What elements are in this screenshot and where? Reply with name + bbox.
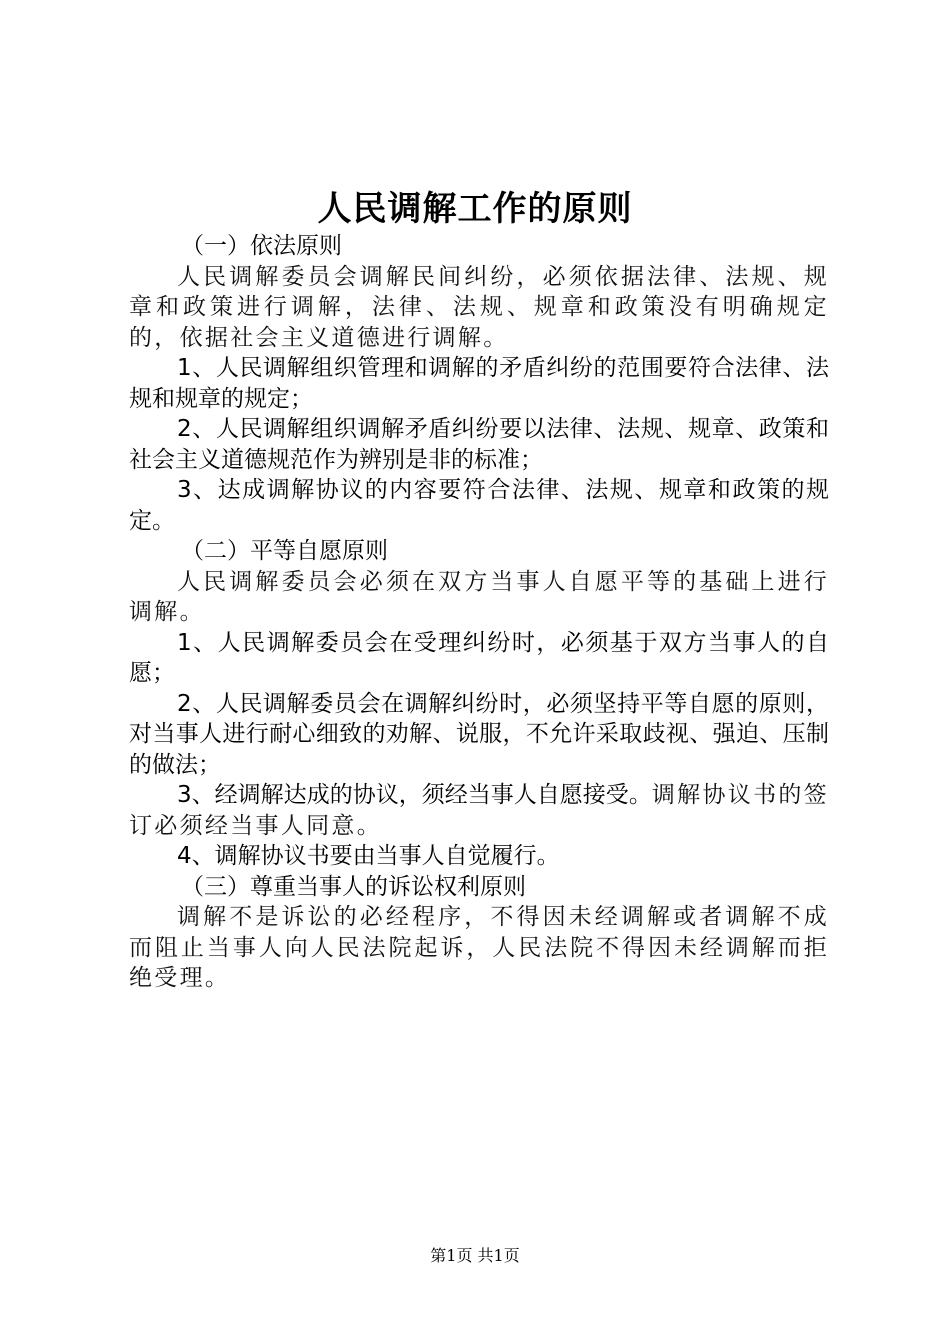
section-1-item-1: 1、人民调解组织管理和调解的矛盾纠纷的范围要符合法律、法规和规章的规定； bbox=[129, 355, 829, 412]
document-title: 人民调解工作的原则 bbox=[317, 189, 633, 229]
section-heading-1: （一）依法原则 bbox=[181, 233, 342, 259]
section-heading-2: （二）平等自愿原则 bbox=[181, 538, 388, 564]
section-1-item-2: 2、人民调解组织调解矛盾纠纷要以法律、法规、规章、政策和社会主义道德规范作为辨别是非的标准； bbox=[129, 416, 829, 473]
section-2-item-3 bbox=[129, 780, 829, 841]
section-2-item-4: 4、调解协议书要由当事人自觉履行。 bbox=[177, 843, 560, 869]
section-1-item-3: 3、达成调解协议的内容要符合法律、法规、规章和政策的规定。 bbox=[129, 477, 829, 534]
section-2-item-3-tail: 调解协议书的签订必须经当事人同意。 bbox=[129, 782, 829, 839]
section-2-item-2: 2、人民调解委员会在调解纠纷时，必须坚持平等自愿的原则，对当事人进行耐心细致的劝解、说服，不允许采取歧视、强迫、压制的做法； bbox=[129, 690, 829, 778]
section-2-intro: 人民调解委员会必须在双方当事人自愿平等的基础上进行调解。 bbox=[129, 568, 829, 625]
section-heading-3: （三）尊重当事人的诉讼权利原则 bbox=[181, 873, 526, 900]
document-body bbox=[129, 231, 829, 994]
section-3-intro: 调解不是诉讼的必经程序，不得因未经调解或者调解不成而阻止当事人向人民法院起诉，人民法院不得因未经调解而拒绝受理。 bbox=[129, 904, 829, 991]
page-footer: 第1页 共1页 bbox=[430, 1246, 520, 1265]
section-2-item-3-main: 3、经调解达成的协议，须经当事人自愿接受。 bbox=[177, 782, 652, 808]
section-2-item-1: 1、人民调解委员会在受理纠纷时，必须基于双方当事人的自愿； bbox=[129, 629, 829, 686]
section-1-intro: 人民调解委员会调解民间纠纷，必须依据法律、法规、规章和政策进行调解，法律、法规、规章和政策没有明确规定的，依据社会主义道德进行调解。 bbox=[129, 263, 829, 351]
